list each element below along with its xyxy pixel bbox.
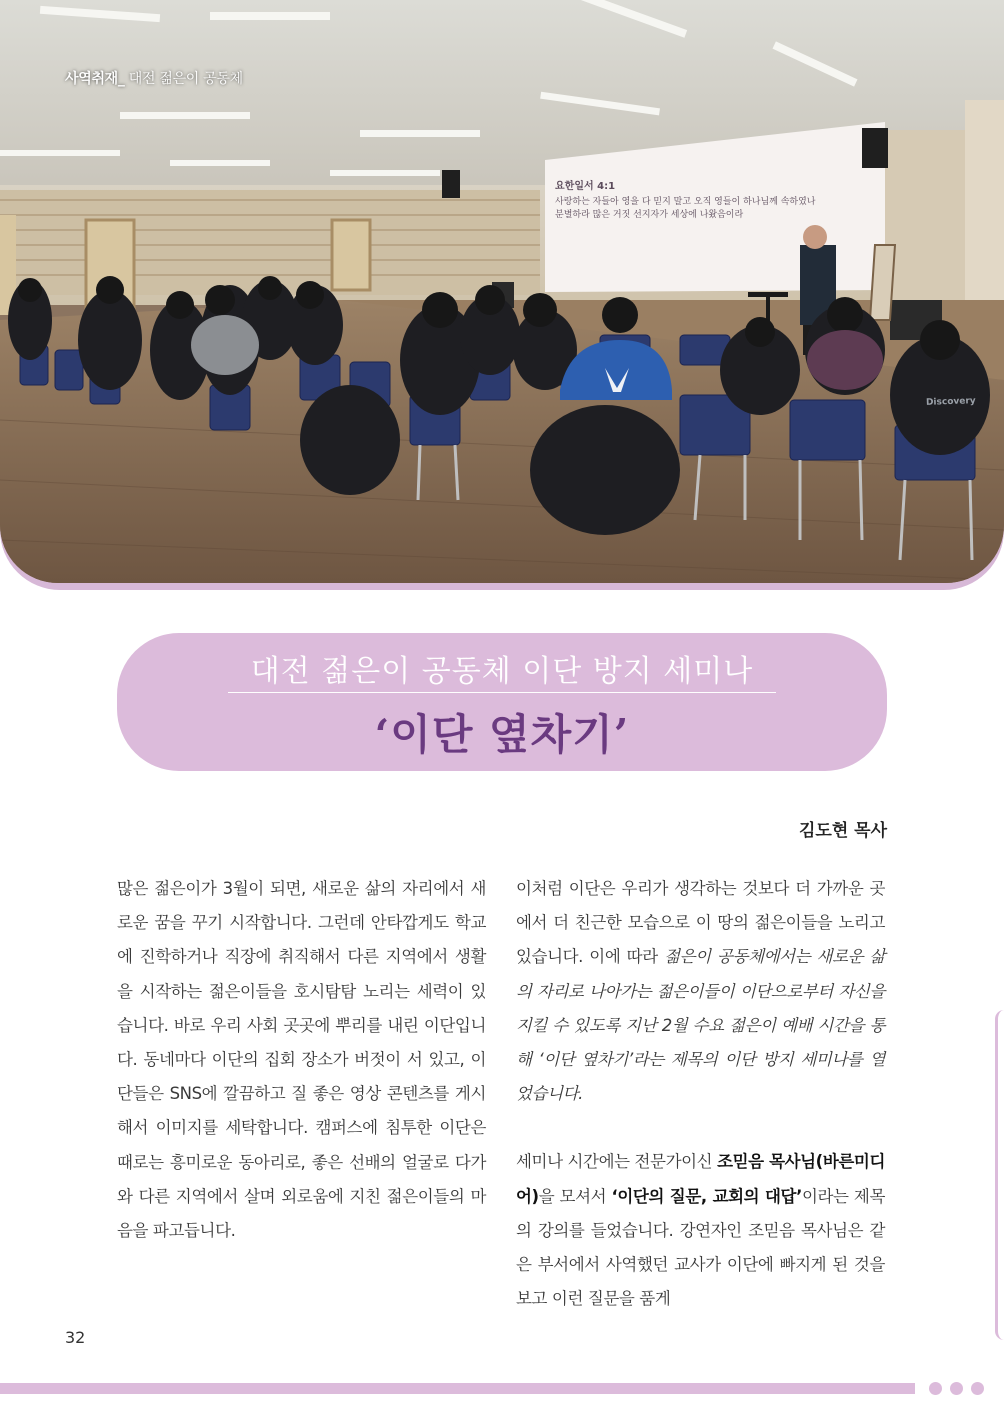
section-label: 사역취재_ 대전 젊은이 공동체: [65, 71, 243, 87]
body-column-right: [516, 872, 885, 1316]
projector-slide-text: [555, 180, 885, 222]
body-column-left: [117, 872, 486, 1248]
lecture-title: ‘이단의 질문, 교회의 대답’: [611, 1186, 802, 1206]
slide-reference: 요한일서 4:1: [555, 181, 616, 192]
body-paragraph: 세미나 시간에는 전문가이신 조믿음 목사님(바른미디어)을 모셔서 ‘이단의 질문, 교회의 대답’이라는 제목의 강의를 들었습니다. 강연자인 조믿음 목사님은 같은 부서에서 사역했던 교사가 이단에 빠지게 된 것을 보고 이런 질문을 품게: [516, 1152, 885, 1309]
author-byline: 김도현 목사: [798, 821, 887, 841]
speaker-name: 조믿음 목사님(바른미디어): [516, 1152, 885, 1206]
page-number: 32: [65, 1328, 86, 1347]
jacket-brand-logo: Discovery: [925, 396, 976, 408]
article-title: ‘이단 옆차기’: [374, 710, 630, 759]
article-subtitle: 대전 젊은이 공동체 이단 방지 세미나: [250, 654, 754, 689]
footer-dot: [929, 1382, 942, 1395]
footer-dot: [971, 1382, 984, 1395]
emphasis-text: 젊은이 공동체에서는 새로운 삶의 자리로 나아가는 젊은이들이 이단으로부터 자신을 지킬 수 있도록 지난 2월 수요 젊은이 예배 시간을 통해 ‘이단 옆차기’라는 제목의 이단 방지 세미나를 열었습니다.: [516, 947, 885, 1104]
slide-line: 분별하라 많은 거짓 선지자가 세상에 나왔음이라: [555, 210, 744, 220]
footer-bar: [0, 1383, 915, 1394]
title-box: [117, 633, 887, 771]
title-divider: [228, 692, 776, 693]
body-paragraph: 이처럼 이단은 우리가 생각하는 것보다 더 가까운 곳에서 더 친근한 모습으로 이 땅의 젊은이들을 노리고 있습니다. 이에 따라 젊은이 공동체에서는 새로운 삶의 자리로 나아가는 젊은이들이 이단으로부터 자신을 지킬 수 있도록 지난 2월 수요 젊은이 예배 시간을 통해 ‘이단 옆차기’라는 제목의 이단 방지 세미나를 열었습니다.: [516, 879, 885, 1104]
body-paragraph: 많은 젊은이가 3월이 되면, 새로운 삶의 자리에서 새로운 꿈을 꾸기 시작합니다. 그런데 안타깝게도 학교에 진학하거나 직장에 취직해서 다른 지역에서 생활을 시작하는 젊은이들을 호시탐탐 노리는 세력이 있습니다. 바로 우리 사회 곳곳에 뿌리를 내린 이단입니다. 동네마다 이단의 집회 장소가 버젓이 서 있고, 이단들은 SNS에 깔끔하고 질 좋은 영상 콘텐츠를 게시해서 이미지를 세탁합니다. 캠퍼스에 침투한 이단은 때로는 흥미로운 동아리로, 좋은 선배의 얼굴로 다가와 다른 지역에서 살며 외로움에 지친 젊은이들의 마음을 파고듭니다.: [117, 879, 486, 1241]
slide-line: 사랑하는 자들아 영을 다 믿지 말고 오직 영들이 하나님께 속하였나: [555, 197, 816, 207]
side-accent-curve: [995, 1010, 1004, 1340]
footer-dot: [950, 1382, 963, 1395]
